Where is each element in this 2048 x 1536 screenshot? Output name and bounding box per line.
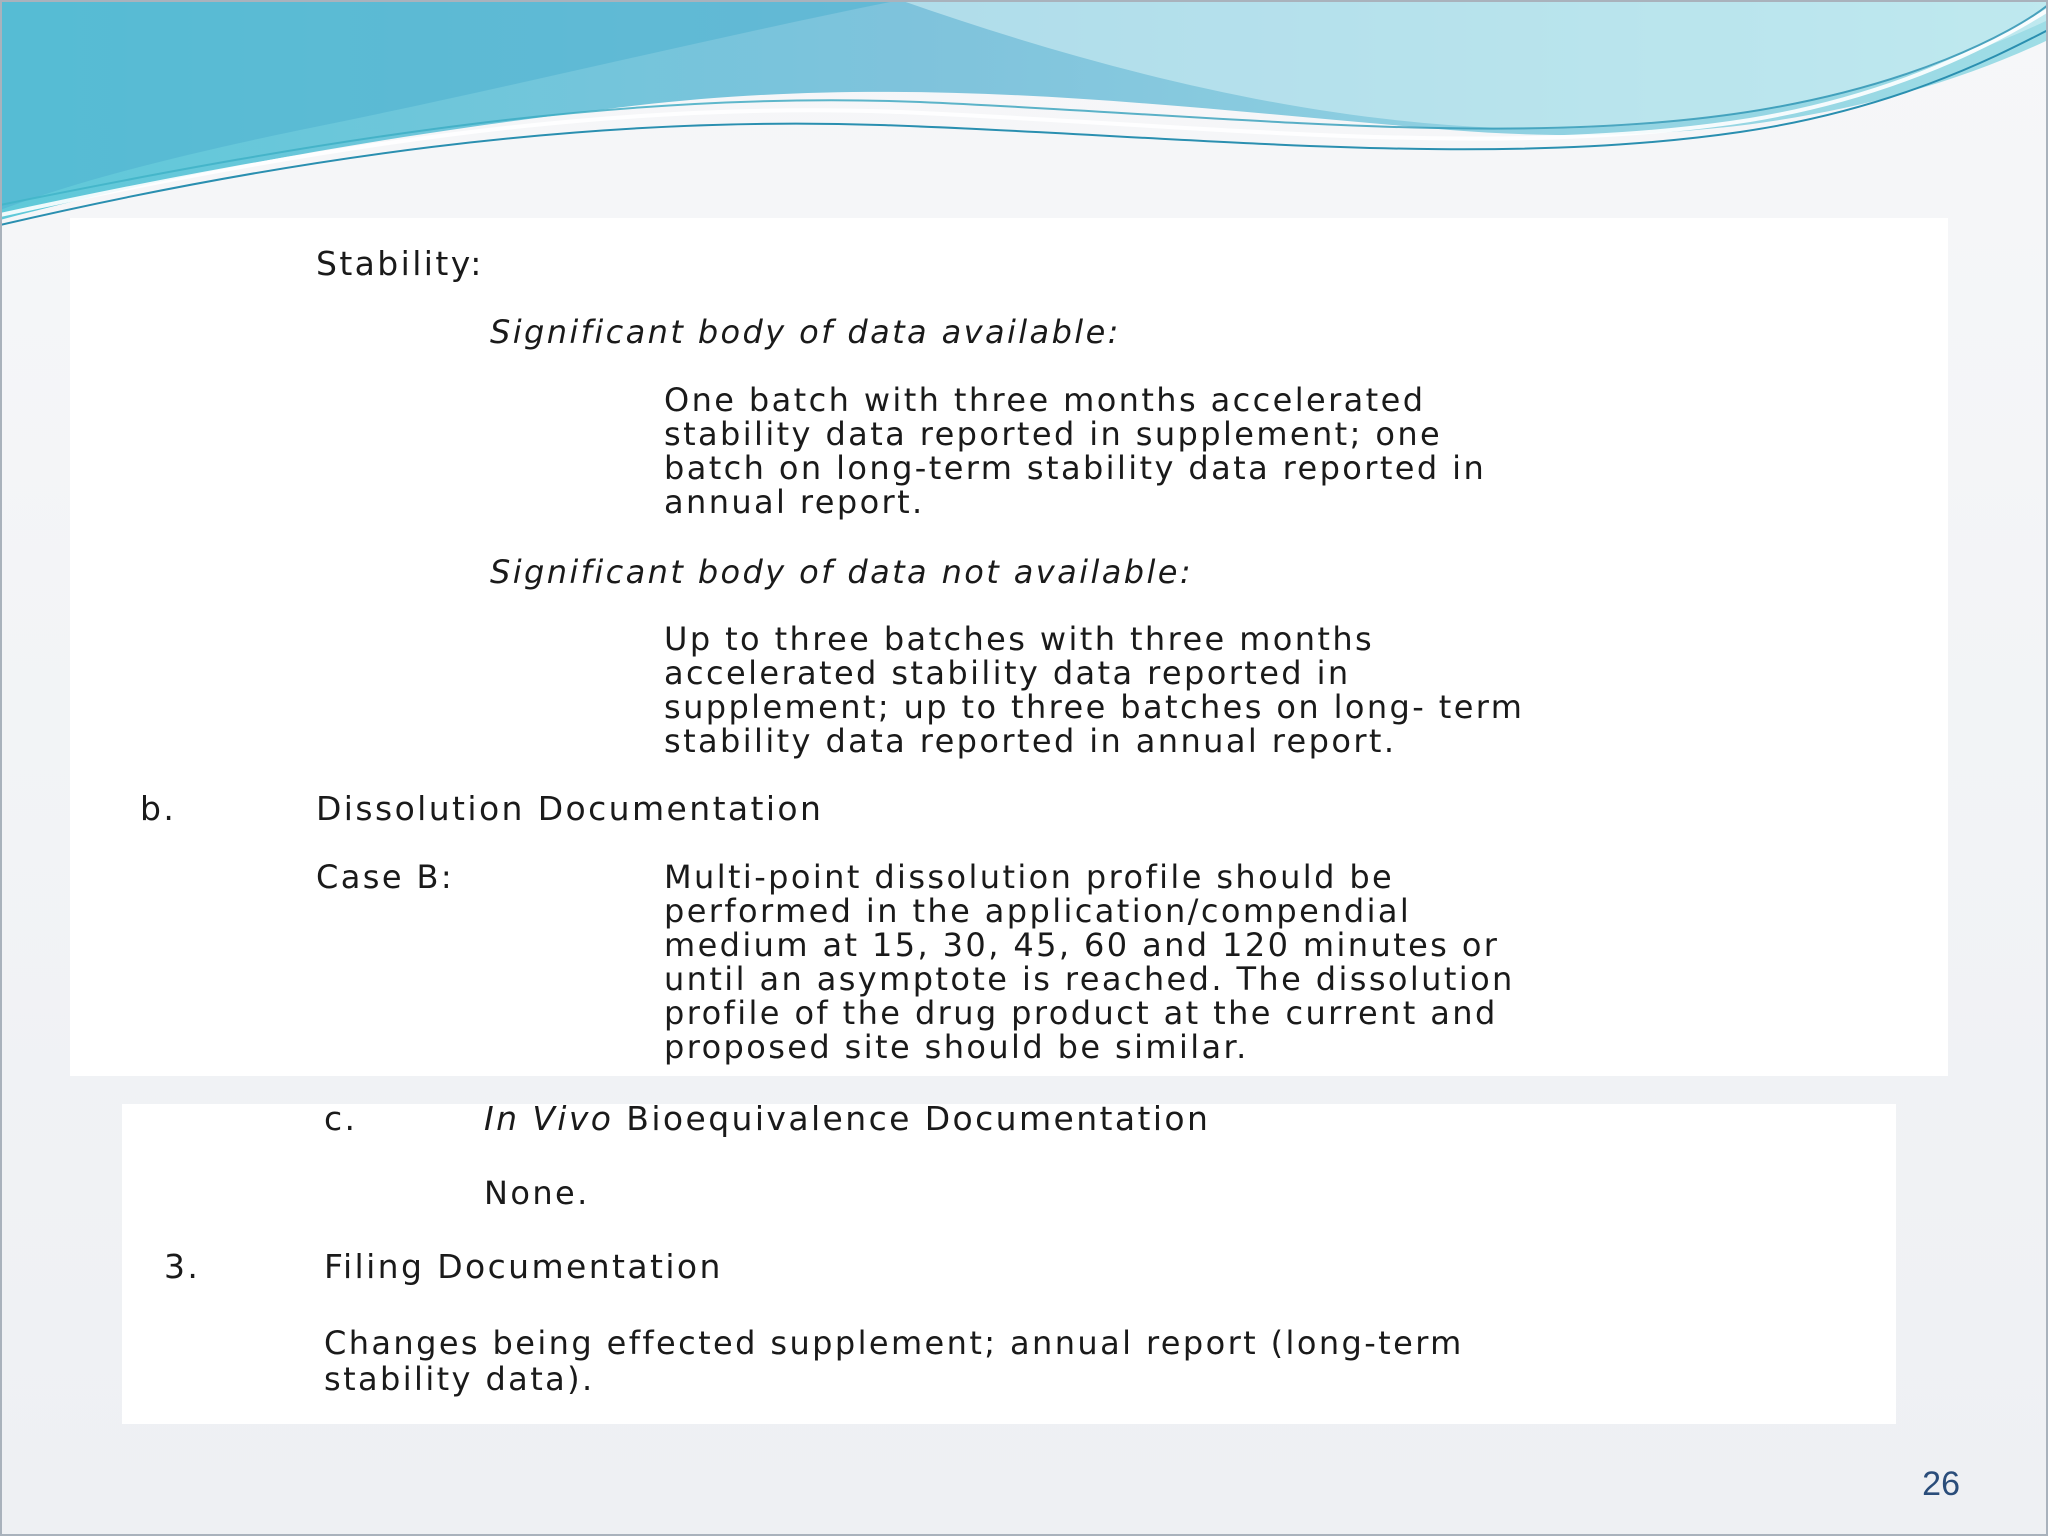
section-marker-3: 3. (164, 1247, 201, 1286)
available-text-line: annual report. (664, 483, 925, 521)
not-available-text-line: stability data reported in annual report. (664, 722, 1397, 760)
section-marker-c: c. (324, 1099, 358, 1138)
in-vivo-heading (484, 1099, 1211, 1138)
dissolution-text-line: medium at 15, 30, 45, 60 and 120 minutes or (664, 926, 1500, 964)
page-number: 26 (1922, 1465, 1960, 1503)
subhead-data-available: Significant body of data available: (490, 313, 1121, 351)
available-text-line: batch on long-term stability data reported in (664, 449, 1487, 487)
section-marker-b: b. (140, 789, 177, 828)
dissolution-text-line: Multi-point dissolution profile should be (664, 858, 1395, 896)
subhead-data-not-available: Significant body of data not available: (490, 553, 1194, 591)
in-vivo-text: None. (484, 1174, 590, 1212)
filing-heading: Filing Documentation (324, 1247, 723, 1286)
filing-text-line: Changes being effected supplement; annual report (long-term (324, 1324, 1464, 1362)
not-available-text-line: accelerated stability data reported in (664, 654, 1351, 692)
in-vivo-italic: In Vivo (484, 1099, 614, 1138)
not-available-text-line: Up to three batches with three months (664, 620, 1375, 658)
available-text-line: One batch with three months accelerated (664, 381, 1426, 419)
dissolution-text-line: profile of the drug product at the current and (664, 994, 1498, 1032)
header-wave-decoration (0, 0, 2048, 240)
case-b-label: Case B: (316, 858, 455, 896)
dissolution-text-line: proposed site should be similar. (664, 1028, 1249, 1066)
available-text-line: stability data reported in supplement; one (664, 415, 1443, 453)
dissolution-text-line: until an asymptote is reached. The dissolution (664, 960, 1515, 998)
not-available-text-line: supplement; up to three batches on long- term (664, 688, 1525, 726)
dissolution-heading: Dissolution Documentation (316, 789, 824, 828)
filing-text-line: stability data). (324, 1360, 595, 1398)
dissolution-text-line: performed in the application/compendial (664, 892, 1412, 930)
stability-heading: Stability: (316, 244, 484, 283)
in-vivo-heading-rest: Bioequivalence Documentation (613, 1099, 1211, 1138)
